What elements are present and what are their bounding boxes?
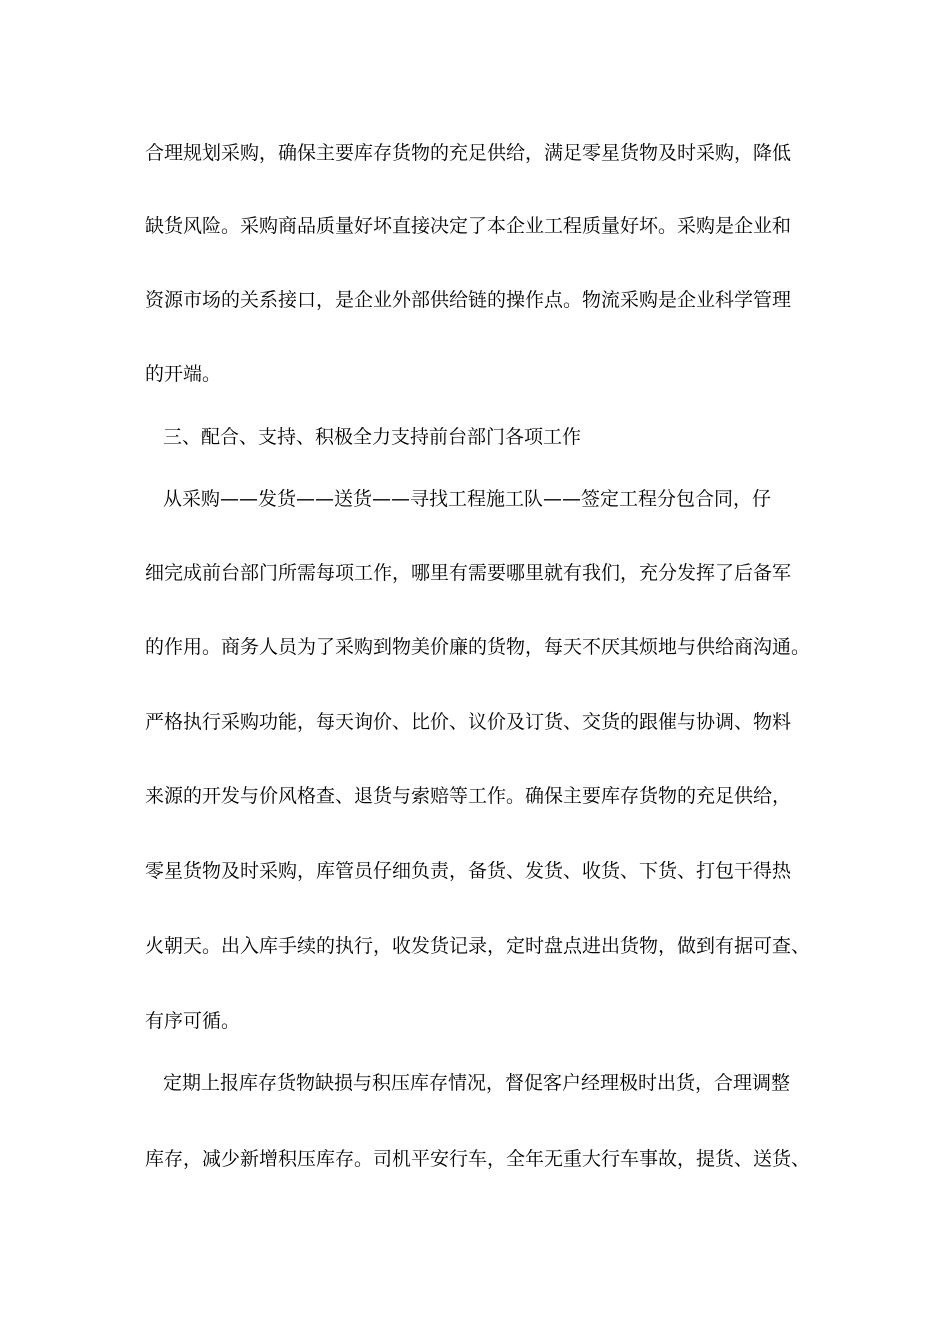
paragraph-3-line-2: 库存，减少新增积压库存。司机平安行车，全年无重大行车事故，提货、送货、	[145, 1148, 811, 1170]
paragraph-1-line-4: 的开端。	[145, 363, 222, 385]
paragraph-2-line-1: 从采购——发货——送货——寻找工程施工队——签定工程分包合同，仔	[163, 488, 772, 510]
paragraph-2-line-7: 火朝天。出入库手续的执行，收发货记录，定时盘点进出货物，做到有据可查、	[145, 935, 811, 957]
paragraph-2-line-2: 细完成前台部门所需每项工作，哪里有需要哪里就有我们，充分发挥了后备军	[145, 562, 792, 584]
paragraph-2-line-4: 严格执行采购功能，每天询价、比价、议价及订货、交货的跟催与协调、物料	[145, 711, 792, 733]
paragraph-2-line-5: 来源的开发与价风格查、退货与索赔等工作。确保主要库存货物的充足供给，	[145, 785, 792, 807]
paragraph-1-line-2: 缺货风险。采购商品质量好坏直接决定了本企业工程质量好坏。采购是企业和	[145, 215, 792, 237]
paragraph-2-line-6: 零星货物及时采购，库管员仔细负责，备货、发货、收货、下货、打包干得热	[145, 860, 792, 882]
paragraph-1-line-3: 资源市场的关系接口，是企业外部供给链的操作点。物流采购是企业科学管理	[145, 289, 792, 311]
paragraph-2-line-8: 有序可循。	[145, 1010, 241, 1032]
paragraph-1-line-1: 合理规划采购，确保主要库存货物的充足供给，满足零星货物及时采购，降低	[145, 142, 792, 164]
section-heading: 三、配合、支持、积极全力支持前台部门各项工作	[163, 426, 582, 448]
paragraph-3-line-1: 定期上报库存货物缺损与积压库存情况，督促客户经理极时出货，合理调整	[163, 1072, 791, 1094]
paragraph-2-line-3: 的作用。商务人员为了采购到物美价廉的货物，每天不厌其烦地与供给商沟通。	[145, 636, 811, 658]
